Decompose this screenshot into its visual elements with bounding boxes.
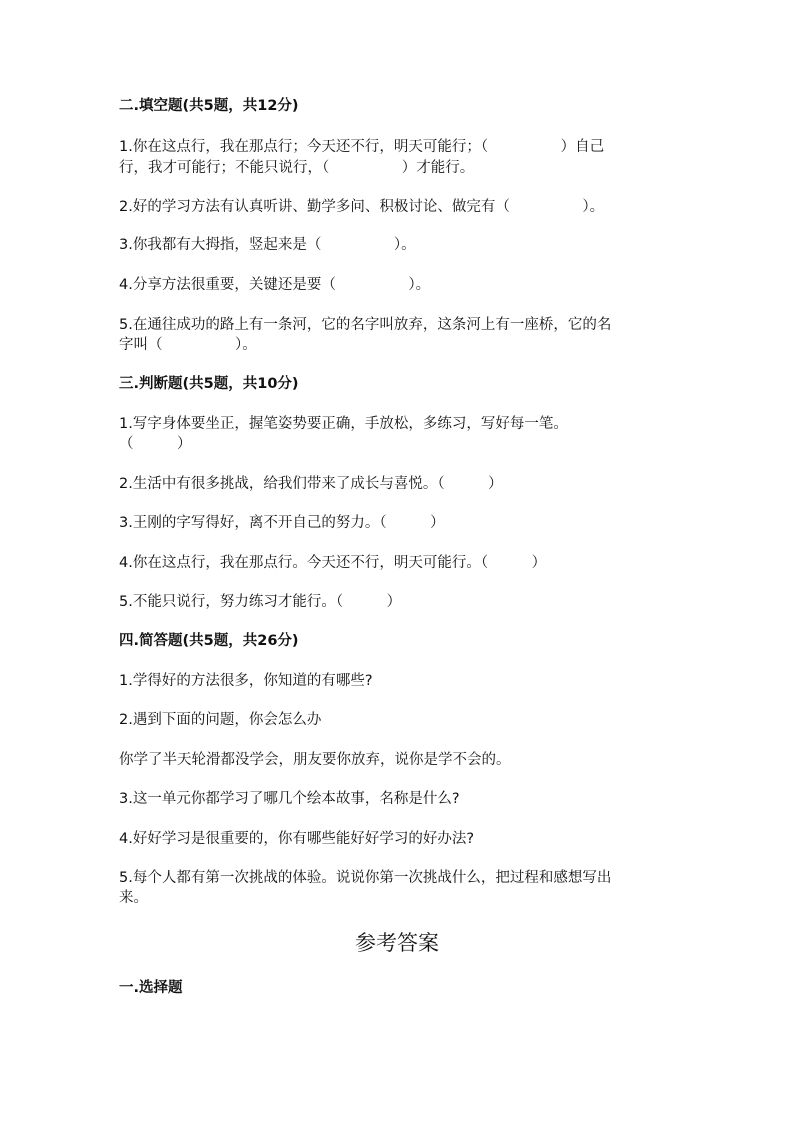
judge-question-2: 2.生活中有很多挑战，给我们带来了成长与喜悦。（ ） — [119, 476, 503, 492]
short-section-heading: 四.简答题(共5题，共26分) — [119, 633, 299, 649]
short-question-5-line-1: 5.每个人都有第一次挑战的体验。说说你第一次挑战什么，把过程和感想写出 — [119, 870, 612, 886]
fill-question-4: 4.分享方法很重要，关键还是要（ ）。 — [119, 277, 431, 293]
judge-question-5: 5.不能只说行，努力练习才能行。（ ） — [119, 594, 402, 610]
short-question-4: 4.好好学习是很重要的，你有哪些能好好学习的好办法? — [119, 831, 475, 847]
fill-question-2: 2.好的学习方法有认真听讲、勤学多问、积极讨论、做完有（ ）。 — [119, 199, 605, 215]
short-question-3: 3.这一单元你都学习了哪几个绘本故事，名称是什么? — [119, 791, 460, 807]
judge-section-heading: 三.判断题(共5题，共10分) — [119, 376, 299, 392]
fill-question-1-line-2: 行，我才可能行；不能只说行，（ ）才能行。 — [119, 160, 475, 176]
answer-key-title: 参考答案 — [355, 931, 439, 955]
fill-question-1-line-1: 1.你在这点行，我在那点行；今天还不行，明天可能行；（ ）自己 — [119, 139, 605, 155]
judge-question-1-line-2: （ ） — [119, 436, 192, 452]
answer-section-1-heading: 一.选择题 — [119, 980, 183, 996]
fill-question-5-line-1: 5.在通往成功的路上有一条河，它的名字叫放弃，这条河上有一座桥，它的名 — [119, 317, 612, 333]
fill-question-3: 3.你我都有大拇指，竖起来是（ ）。 — [119, 237, 416, 253]
short-question-2-scenario: 你学了半天轮滑都没学会，朋友要你放弃，说你是学不会的。 — [119, 752, 511, 768]
fill-question-5-line-2: 字叫（ ）。 — [119, 337, 257, 353]
short-question-5-line-2: 来。 — [119, 890, 148, 906]
judge-question-1-line-1: 1.写字身体要坐正，握笔姿势要正确，手放松，多练习，写好每一笔。 — [119, 416, 568, 432]
short-question-1: 1.学得好的方法很多，你知道的有哪些? — [119, 673, 373, 689]
short-question-2: 2.遇到下面的问题，你会怎么办 — [119, 712, 322, 728]
judge-question-4: 4.你在这点行，我在那点行。今天还不行，明天可能行。（ ） — [119, 555, 547, 571]
fill-section-heading: 二.填空题(共5题，共12分) — [119, 98, 299, 114]
judge-question-3: 3.王刚的字写得好，离不开自己的努力。（ ） — [119, 515, 445, 531]
